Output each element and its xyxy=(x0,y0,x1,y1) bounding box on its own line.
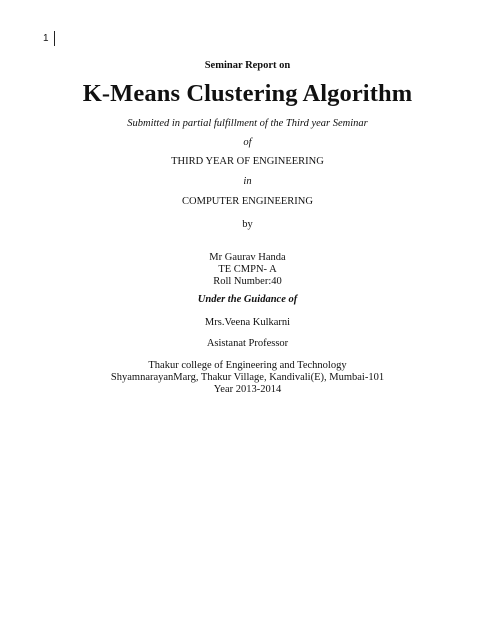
department: COMPUTER ENGINEERING xyxy=(182,196,313,207)
by-word: by xyxy=(242,219,253,230)
page-number-divider xyxy=(54,31,55,46)
academic-year: Year 2013-2014 xyxy=(213,384,282,395)
of-word: of xyxy=(243,137,252,148)
year-of-engineering: THIRD YEAR OF ENGINEERING xyxy=(171,156,324,167)
report-label: Seminar Report on xyxy=(204,60,291,71)
submitted-line: Submitted in partial fulfillment of the Third year Seminar xyxy=(127,118,368,129)
college-name: Thakur college of Engineering and Technology xyxy=(148,360,347,371)
college-address: ShyamnarayanMarg, Thakur Village, Kandivali(E), Mumbai-101 xyxy=(110,372,385,383)
in-word: in xyxy=(243,176,252,187)
report-title: K-Means Clustering Algorithm xyxy=(82,80,413,107)
student-name: Mr Gaurav Handa xyxy=(209,252,286,263)
guide-name: Mrs.Veena Kulkarni xyxy=(204,317,291,328)
guide-designation: Asistanat Professor xyxy=(206,338,289,349)
page-number xyxy=(43,31,55,46)
guidance-label: Under the Guidance of xyxy=(197,294,298,305)
student-class: TE CMPN- A xyxy=(218,264,277,275)
student-roll: Roll Number:40 xyxy=(213,276,282,287)
page-number-text: 1 xyxy=(43,32,49,44)
